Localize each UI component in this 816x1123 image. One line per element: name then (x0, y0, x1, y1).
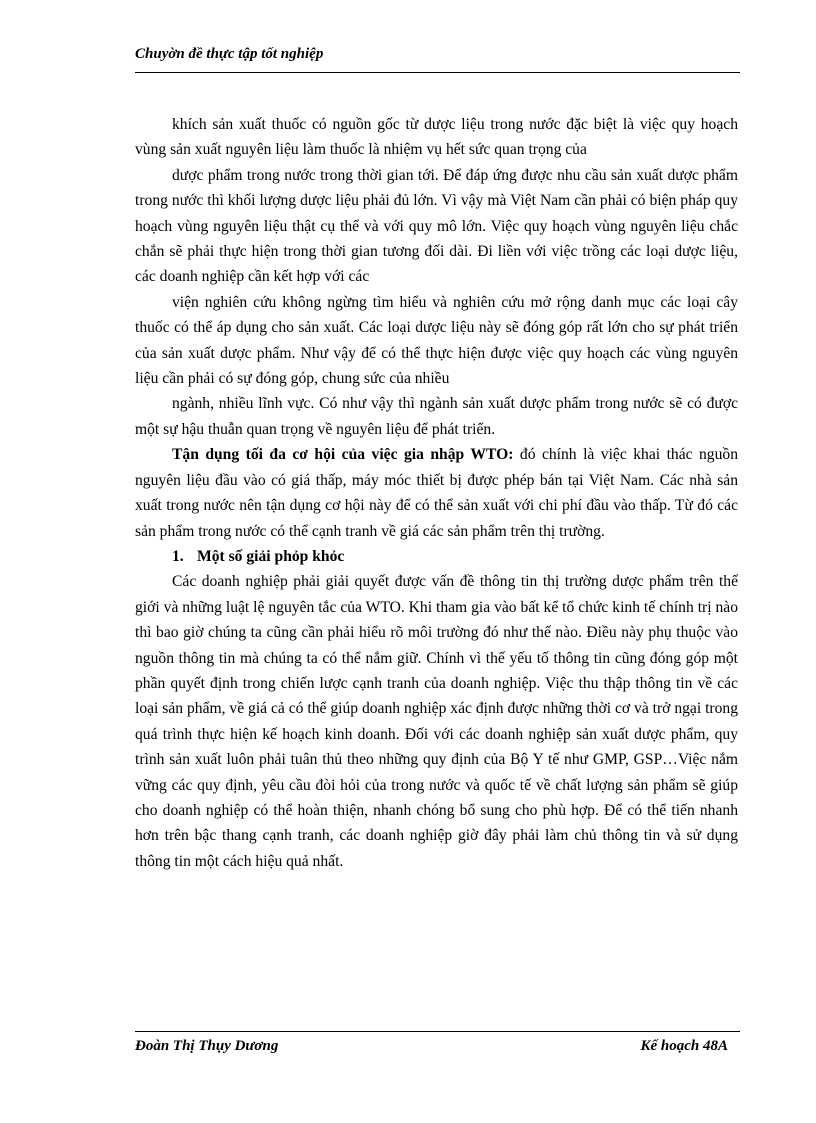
footer-divider (135, 1031, 740, 1032)
wto-body-text: đó chính là việc khai thác nguồn nguyên liệu đầu vào có giá thấp, máy móc thiết bị được phép bán tại Việt Nam. Các nhà sản xuất trong nước nên tận dụng cơ hội này để có thể sản xuất với chi phí đầu vào thấp. Từ đó các sản phẩm trong nước có thể cạnh tranh về giá các sản phẩm trên thị trường. (135, 446, 738, 540)
page-header-title: Chuyờn đề thực tập tốt nghiệp (135, 46, 324, 62)
section-heading (135, 544, 738, 569)
wto-lead-text: Tận dụng tối đa cơ hội của việc gia nhập WTO: (172, 446, 514, 464)
document-body (135, 112, 738, 874)
footer-author: Đoàn Thị Thụy Dương (135, 1038, 279, 1054)
wto-paragraph (135, 442, 738, 544)
header-divider (135, 72, 740, 73)
body-paragraph: dược phẩm trong nước trong thời gian tới. Để đáp ứng được nhu cầu sản xuất dược phẩm trong nước thì khối lượng dược liệu phải đủ lớn. Vì vậy mà Việt Nam cần phải có biện pháp quy hoạch vùng nguyên liệu thật cụ thể và với quy mô lớn. Việc quy hoạch vùng nguyên liệu chắc chắn sẽ phải thực hiện trong thời gian tương đối dài. Đi liền với việc trồng các loại dược liệu, các doanh nghiệp cần kết hợp với các (135, 166, 738, 286)
section-title: Một số giải phỏp khỏc (197, 547, 345, 565)
footer-class: Kế hoạch 48A (640, 1038, 728, 1054)
body-paragraph: khích sản xuất thuốc có nguồn gốc từ dược liệu trong nước đặc biệt là việc quy hoạch vùng sản xuất nguyên liệu làm thuốc là nhiệm vụ hết sức quan trọng của (135, 116, 738, 159)
body-paragraph: viện nghiên cứu không ngừng tìm hiểu và nghiên cứu mở rộng danh mục các loại cây thuốc có thể áp dụng cho sản xuất. Các loại dược liệu này sẽ đóng góp rất lớn cho sự phát triển của sản xuất dược phẩm. Như vậy để có thể thực hiện được việc quy hoạch các vùng nguyên liệu cần phải có sự đóng góp, chung sức của nhiều (135, 293, 738, 388)
body-paragraph: ngành, nhiều lĩnh vực. Có như vậy thì ngành sản xuất dược phẩm trong nước sẽ có được một sự hậu thuẫn quan trọng về nguyên liệu để phát triển. (135, 395, 738, 438)
section-paragraph: Các doanh nghiệp phải giải quyết được vấn đề thông tin thị trường dược phẩm trên thế giới và những luật lệ nguyên tắc của WTO. Khi tham gia vào bất kể tổ chức kinh tế chính trị nào thì bao giờ chúng ta cũng cần phải hiểu rõ môi trường đó như thế nào. Điều này phụ thuộc vào nguồn thông tin mà chúng ta có thể nắm giữ. Chính vì thế yếu tố thông tin cũng đóng góp một phần quyết định trong chiến lược cạnh tranh của doanh nghiệp. Việc thu thập thông tin về các loại sản phẩm, về giá cả có thể giúp doanh nghiệp xác định được những thời cơ và trở ngại trong quá trình thực hiện kế hoạch kinh doanh. Đối với các doanh nghiệp sản xuất dược phẩm, quy trình sản xuất luôn phải tuân thủ theo những quy định của Bộ Y tế như GMP, GSP…Việc nắm vững các quy định, yêu cầu đòi hỏi của trong nước và quốc tế về chất lượng sản phẩm sẽ giúp cho doanh nghiệp có thể hoàn thiện, nhanh chóng bổ sung cho phù hợp. Để có thể tiến nhanh hơn trên bậc thang cạnh tranh, các doanh nghiệp giờ đây phải làm chủ thông tin và sử dụng thông tin một cách hiệu quả nhất. (135, 573, 738, 870)
section-number: 1. (172, 547, 184, 565)
